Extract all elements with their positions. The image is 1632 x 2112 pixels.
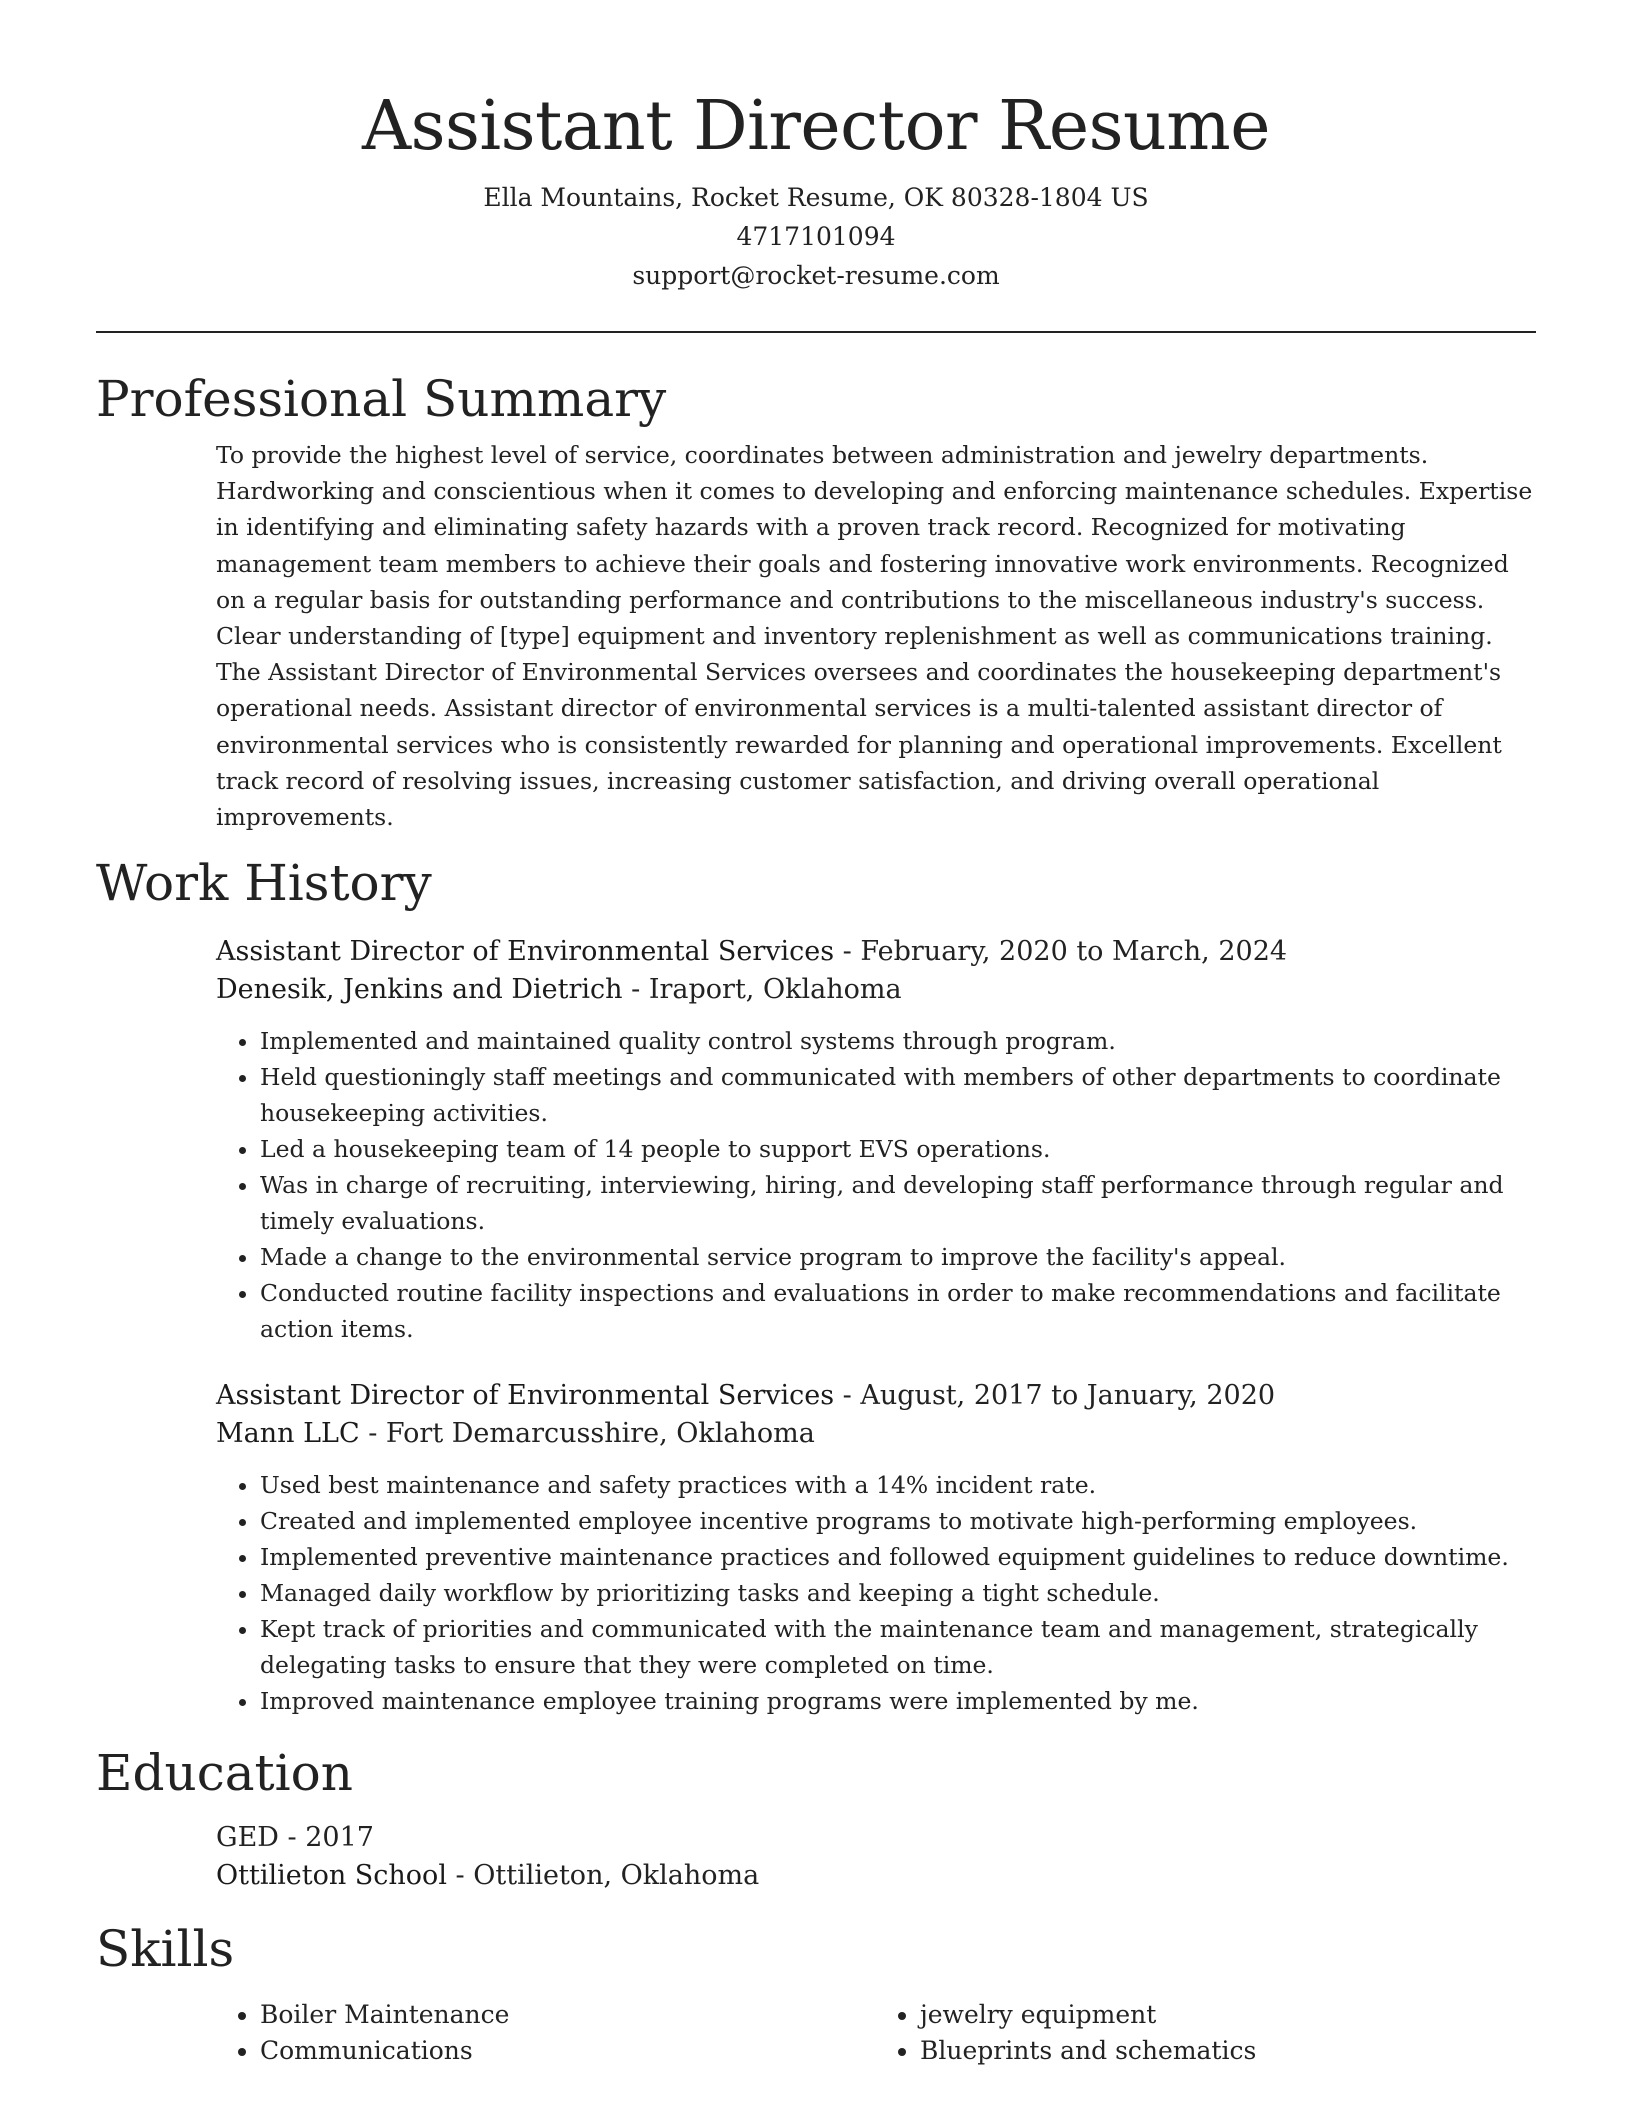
contact-email: support@rocket-resume.com <box>632 261 1000 290</box>
job-location: - Iraport, Oklahoma <box>622 974 902 1006</box>
summary-text: To provide the highest level of service, coordinates between administration and jewelry departments. Hardworking and conscientious when it comes to developing and enforcing maintenance schedules. Expertise in identifying and eliminating safety hazards with a proven track record. Recognized for motivating management team members to achieve their goals and fostering innovative work environments. Recognized on a regular basis for outstanding performance and contributions to the miscellaneous industry's success. Clear understanding of [type] equipment and inventory replenishment as well as communications training. The Assistant Director of Environmental Services oversees and coordinates the housekeeping department's operational needs. Assistant director of environmental services is a multi-talented assistant director of environmental services who is consistently rewarded for planning and operational improvements. Excellent track record of resolving issues, increasing customer satisfaction, and driving overall operational improvements. <box>216 441 1533 832</box>
job-bullet: • Led a housekeeping team of 14 people to support EVS operations. <box>260 1131 1536 1167</box>
job-bullet: • Kept track of priorities and communicated with the maintenance team and management, strategically delegating tasks to ensure that they were completed on time. <box>260 1611 1536 1683</box>
job-entry <box>216 1377 1536 1719</box>
job-bullet: • Used best maintenance and safety practices with a 14% incident rate. <box>260 1467 1536 1503</box>
skills-column-right <box>876 1997 1536 2069</box>
job-bullet-list <box>216 1467 1536 1719</box>
skill-item: • Blueprints and schematics <box>920 2033 1536 2069</box>
job-title-line <box>216 1377 1536 1415</box>
job-bullet: • Improved maintenance employee training programs were implemented by me. <box>260 1683 1536 1719</box>
education-school-line <box>216 1857 1536 1895</box>
job-bullet: • Managed daily workflow by prioritizing tasks and keeping a tight schedule. <box>260 1575 1536 1611</box>
resume-header <box>96 0 1536 295</box>
skill-item: • Communications <box>260 2033 876 2069</box>
job-bullet: • Created and implemented employee incentive programs to motivate high-performing employees. <box>260 1503 1536 1539</box>
job-company: Mann LLC <box>216 1418 360 1450</box>
job-bullet: • Held questioningly staff meetings and communicated with members of other departments to coordinate housekeeping activities. <box>260 1059 1536 1131</box>
skills-grid <box>216 1997 1536 2069</box>
section-heading-summary: Professional Summary <box>96 370 667 428</box>
job-entry <box>216 933 1536 1347</box>
skills-column-left <box>216 1997 876 2069</box>
contact-address: Ella Mountains, Rocket Resume, OK 80328-1804 US <box>483 183 1149 212</box>
job-title: Assistant Director of Environmental Services <box>216 936 835 968</box>
job-bullet: • Implemented and maintained quality control systems through program. <box>260 1023 1536 1059</box>
job-bullet: • Made a change to the environmental service program to improve the facility's appeal. <box>260 1239 1536 1275</box>
job-company-line <box>216 971 1536 1009</box>
header-divider <box>96 331 1536 333</box>
job-company-line <box>216 1415 1536 1453</box>
education-degree-line <box>216 1819 1536 1857</box>
job-location: - Fort Demarcusshire, Oklahoma <box>359 1418 815 1450</box>
section-heading-skills: Skills <box>96 1920 235 1979</box>
job-bullet: • Conducted routine facility inspections and evaluations in order to make recommendations and facilitate action items. <box>260 1275 1536 1347</box>
page-title: Assistant Director Resume <box>362 87 1270 166</box>
job-title: Assistant Director of Environmental Services <box>216 1380 835 1412</box>
skill-item: • jewelry equipment <box>920 1997 1536 2033</box>
section-heading-work-history: Work History <box>96 854 432 913</box>
education-year: - 2017 <box>278 1822 374 1854</box>
education-entry <box>216 1819 1536 1895</box>
job-bullet: • Was in charge of recruiting, interviewing, hiring, and developing staff performance through regular and timely evaluations. <box>260 1167 1536 1239</box>
education-location: - Ottilieton, Oklahoma <box>446 1860 760 1892</box>
job-bullet: • Implemented preventive maintenance practices and followed equipment guidelines to reduce downtime. <box>260 1539 1536 1575</box>
job-bullet-list <box>216 1023 1536 1347</box>
contact-phone: 4717101094 <box>736 222 896 251</box>
education-degree: GED <box>216 1822 279 1854</box>
section-heading-education: Education <box>96 1744 353 1803</box>
contact-info <box>96 178 1536 295</box>
job-title-line <box>216 933 1536 971</box>
skill-item: • Boiler Maintenance <box>260 1997 876 2033</box>
job-dates: - February, 2020 to March, 2024 <box>834 936 1288 968</box>
job-company: Denesik, Jenkins and Dietrich <box>216 974 623 1006</box>
job-dates: - August, 2017 to January, 2020 <box>834 1380 1276 1412</box>
education-school: Ottilieton School <box>216 1860 447 1892</box>
